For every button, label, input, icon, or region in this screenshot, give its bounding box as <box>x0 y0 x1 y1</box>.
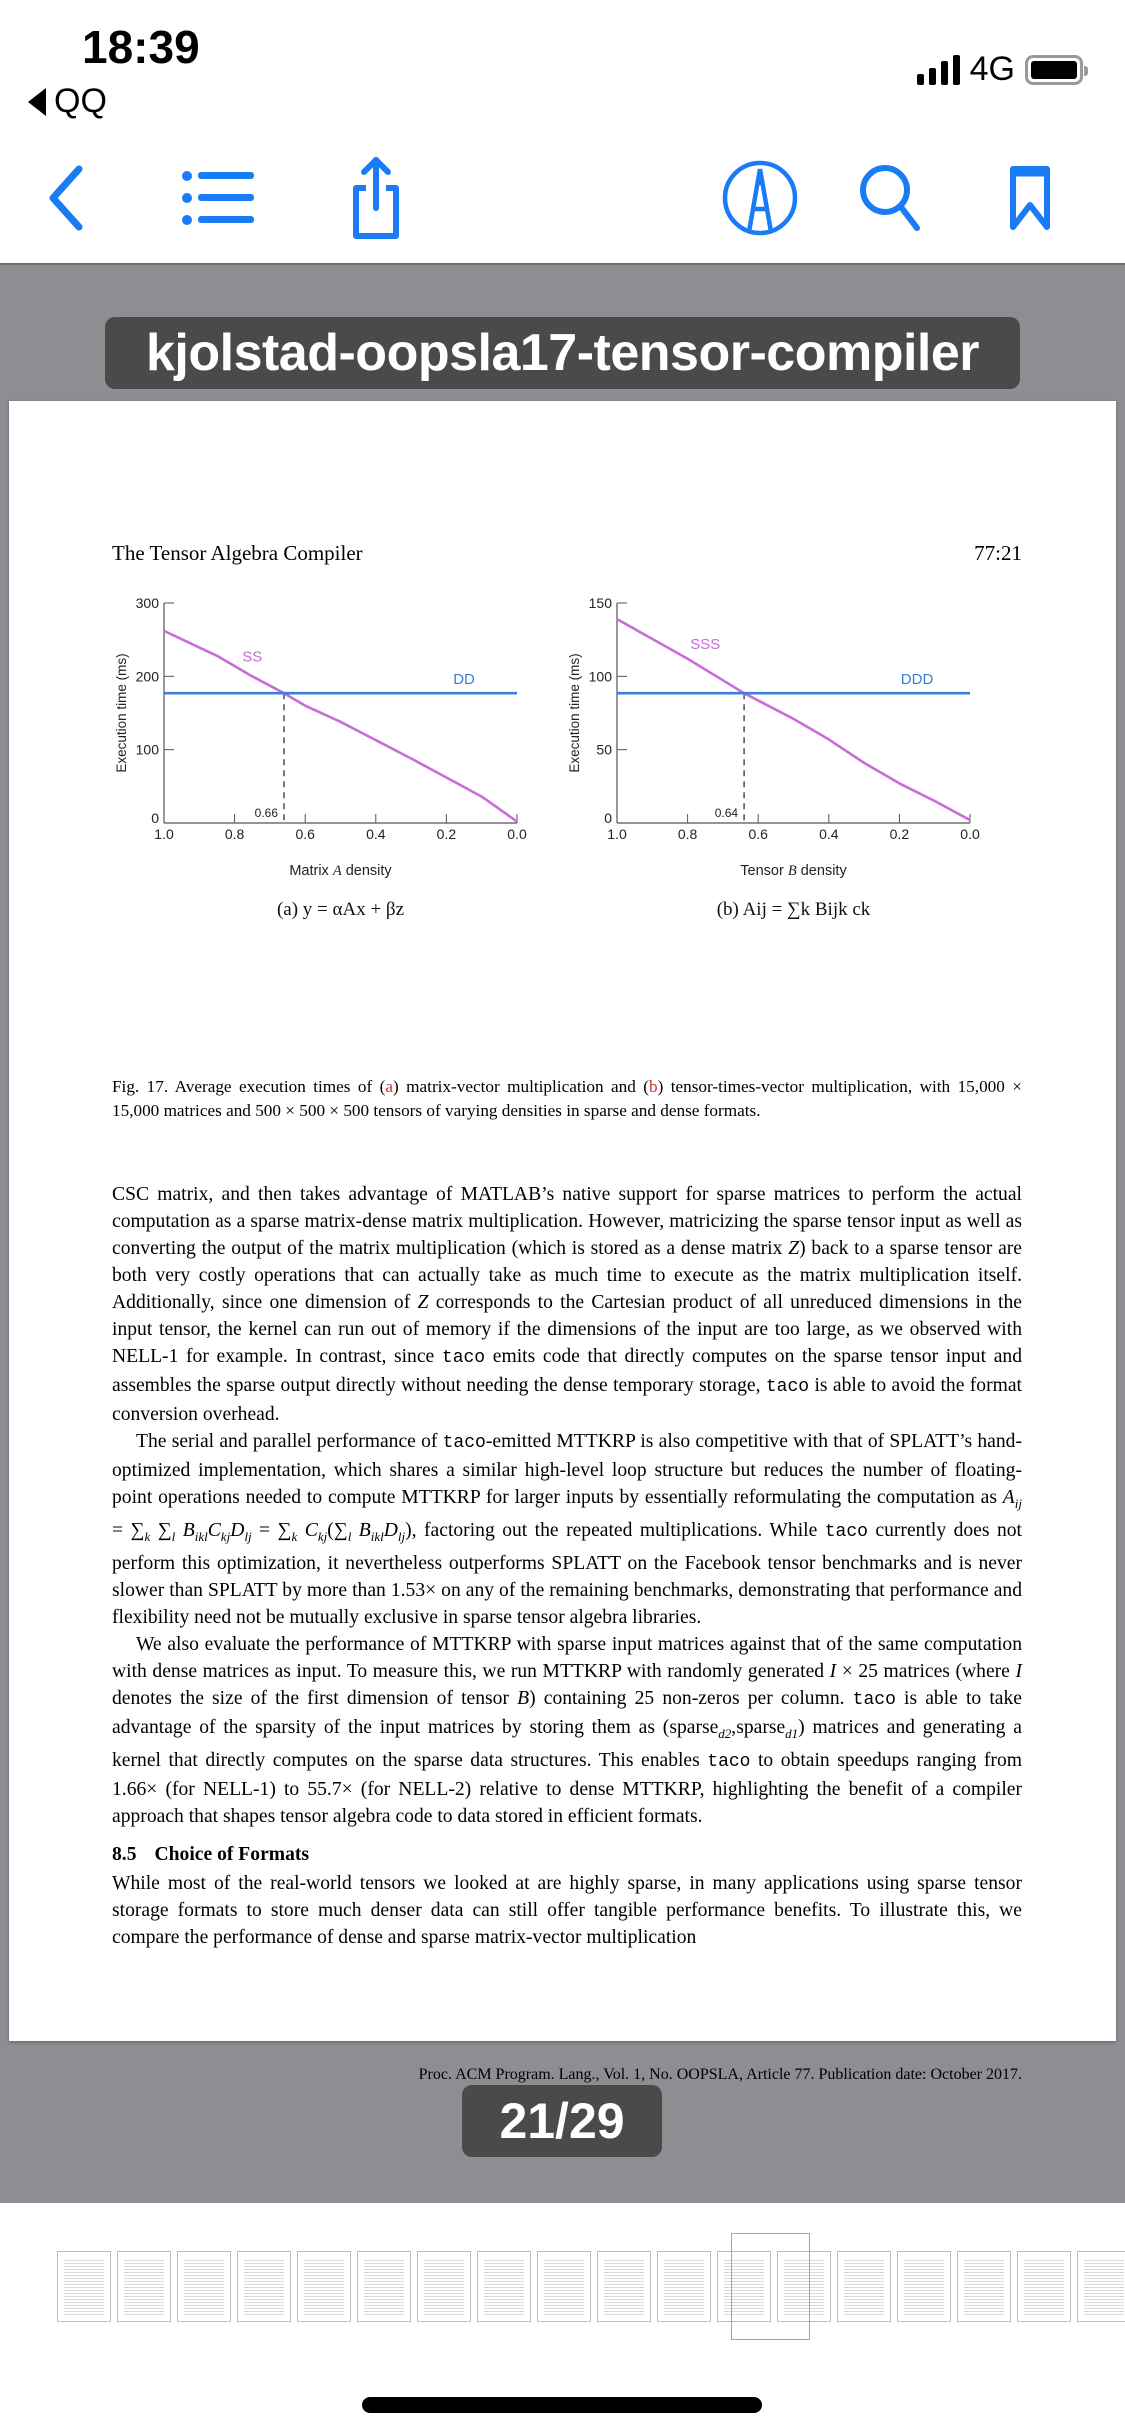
x-tick-label: 0.8 <box>224 826 245 842</box>
figure-caption <box>112 1075 1022 1123</box>
list-icon <box>180 168 256 228</box>
document-viewer[interactable] <box>0 263 1125 2203</box>
thumbnail-text-lines <box>604 2260 644 2315</box>
share-icon <box>348 156 404 240</box>
caption-ref-b[interactable]: b <box>648 1077 658 1096</box>
caption-ref-a[interactable]: a <box>385 1077 394 1096</box>
caption-text: Fig. 17. Average execution times of ( <box>112 1077 386 1096</box>
page-footer: Proc. ACM Program. Lang., Vol. 1, No. OOPSLA, Article 77. Publication date: October 2017. <box>418 2066 1022 2083</box>
page-counter: 21/29 <box>462 2085 662 2157</box>
x-tick-label: 0.2 <box>436 826 457 842</box>
page-thumbnail[interactable] <box>237 2251 291 2322</box>
y-tick-label: 150 <box>588 595 612 611</box>
x-tick-label: 1.0 <box>154 826 174 842</box>
search-button[interactable] <box>850 158 930 238</box>
paragraph: CSC matrix, and then takes advantage of MATLAB’s native support for sparse matrices to perform the actual computation as a sparse matrix-dense matrix multiplication. However, matricizing the sparse tensor input as well as converting the output of the matrix multiplication (which is stored as a dense matrix Z) back to a sparse tensor are both very costly operations that can actually take as much time to execute as the matrix multiplication itself. Additionally, since one dimension of Z corresponds to the Cartesian product of all unreduced dimensions in the input tensor, the kernel can run out of memory if the dimensions of the input are too large, as we observed with NELL-1 for example. In contrast, since taco emits code that directly computes on the sparse tensor input and assembles the sparse output directly without needing the dense temporary storage, taco is able to avoid the format conversion overhead. <box>112 1184 1023 1425</box>
x-axis-label: Matrix A density <box>289 863 392 879</box>
chart-b <box>567 591 1022 931</box>
caption-text: ) tensor-times-vector multiplication, with 15,000 × 15,000 matrices and 500 × 500 × 500 tensors of varying densities in sparse and dense formats. <box>112 1077 1022 1120</box>
home-indicator[interactable] <box>362 2397 762 2413</box>
page-thumbnail[interactable] <box>297 2251 351 2322</box>
paragraph: The serial and parallel performance of taco-emitted MTTKRP is also competitive with that of SPLATT’s hand-optimized implementation, which shares a similar high-level loop structure but reduces the number of floating-point operations needed to compute MTTKRP for larger inputs by essentially reformulating the computation as $A_{ij} = \sum_k$ $\sum_l$ $B_{ikl}C_{kj}D_{lj} = \sum_k$ $C_{kj}(\sum_l$ $B_{ikl}D_{lj}$), factoring out the repeated multiplications. While taco currently does not perform this optimization, it nevertheless outperforms SPLATT on the Facebook tensor benchmarks and is never slower than SPLATT by more than 1.53× on any of the remaining benchmarks, demonstrating that performance and flexibility need not be mutually exclusive in sparse tensor algebra libraries. <box>112 1431 1022 1628</box>
y-tick-label: 100 <box>135 741 159 758</box>
thumbnail-text-lines <box>664 2260 704 2315</box>
page-thumbnail[interactable] <box>1017 2251 1071 2322</box>
thumbnail-text-lines <box>484 2260 524 2315</box>
subfigure-caption: (a) y = αAx + βz <box>276 899 405 920</box>
page-thumbnail[interactable] <box>357 2251 411 2322</box>
bookmark-icon <box>1007 165 1053 231</box>
x-tick-label: 0.4 <box>366 826 386 842</box>
crossover-label: 0.66 <box>254 806 279 820</box>
current-page-indicator[interactable] <box>731 2233 810 2340</box>
x-tick-label: 0.2 <box>889 826 910 842</box>
back-chevron-icon <box>41 163 91 233</box>
running-head-title: The Tensor Algebra Compiler <box>112 541 363 565</box>
chart-a <box>112 591 567 931</box>
y-tick-label: 50 <box>596 741 612 758</box>
document-title-banner: kjolstad-oopsla17-tensor-compiler <box>105 317 1020 389</box>
x-tick-label: 0.6 <box>748 826 768 842</box>
series-label-dense: DDD <box>900 671 934 689</box>
section-number: 8.5 <box>112 1843 137 1865</box>
chart-a-svg <box>112 591 567 931</box>
share-button[interactable] <box>336 158 416 238</box>
thumbnail-text-lines <box>904 2260 944 2315</box>
cellular-signal-icon <box>917 55 960 85</box>
thumbnail-text-lines <box>964 2260 1004 2315</box>
thumbnail-text-lines <box>244 2260 284 2315</box>
x-tick-label: 0.4 <box>819 826 839 842</box>
page-thumbnail[interactable] <box>597 2251 651 2322</box>
page-thumbnail[interactable] <box>837 2251 891 2322</box>
status-time: 18:39 <box>82 21 200 73</box>
pdf-page[interactable] <box>9 401 1116 2083</box>
y-tick-label: 300 <box>135 595 159 611</box>
x-tick-label: 1.0 <box>607 826 627 842</box>
markup-pen-icon <box>721 159 799 237</box>
page-number: 77:21 <box>974 541 1022 565</box>
page-thumbnail[interactable] <box>957 2251 1011 2322</box>
page-thumbnail[interactable] <box>897 2251 951 2322</box>
markup-button[interactable] <box>720 158 800 238</box>
y-tick-label: 0 <box>151 810 159 826</box>
thumbnail-text-lines <box>1084 2260 1124 2315</box>
section-title: Choice of Formats <box>154 1843 310 1865</box>
back-to-app-link[interactable] <box>28 82 107 121</box>
x-tick-label: 0.0 <box>507 826 527 842</box>
back-app-name: QQ <box>54 82 107 120</box>
page-thumbnail[interactable] <box>477 2251 531 2322</box>
page-thumbnail[interactable] <box>57 2251 111 2322</box>
subfigure-caption: (b) Aij = ∑k Bijk ck <box>716 899 871 920</box>
chart-b-svg <box>567 591 1022 931</box>
outline-button[interactable] <box>178 158 258 238</box>
paragraph: We also evaluate the performance of MTTKRP with sparse input matrices against that of the same computation with dense matrices as input. To measure this, we run MTTKRP with randomly generated I × 25 matrices (where I denotes the size of the first dimension of tensor B) containing 25 non-zeros per column. taco is able to take advantage of the sparsity of the input matrices by storing them as (sparse$_{d2}$,sparse$_{d1}$) matrices and generating a kernel that directly computes on the sparse data structures. This enables taco to obtain speedups ranging from 1.66× (for NELL-1) to 55.7× (for NELL-2) relative to dense MTTKRP, highlighting the benefit of a compiler approach that shapes tensor algebra code to data stored in efficient formats. <box>112 1633 1022 1827</box>
thumbnail-text-lines <box>544 2260 584 2315</box>
x-axis-label: Tensor B density <box>740 863 847 879</box>
section-paragraph: While most of the real-world tensors we looked at are highly sparse, in many applications using sparse tensor storage formats to store much denser data can still offer tangible performance benefits. To illustrate this, we compare the performance of dense and sparse matrix-vector multiplication <box>112 1872 1022 1948</box>
series-label-sparse: SS <box>242 648 263 666</box>
y-axis-label: Execution time (ms) <box>114 653 129 773</box>
y-axis-label: Execution time (ms) <box>567 653 582 773</box>
page-thumbnail[interactable] <box>177 2251 231 2322</box>
bookmark-button[interactable] <box>990 158 1070 238</box>
x-tick-label: 0.0 <box>960 826 980 842</box>
y-tick-label: 100 <box>588 668 612 685</box>
back-triangle-icon <box>28 88 46 116</box>
battery-icon <box>1025 55 1083 85</box>
toolbar <box>0 150 1125 260</box>
thumbnail-text-lines <box>124 2260 164 2315</box>
series-label-sparse: SSS <box>690 636 721 654</box>
thumbnail-text-lines <box>1024 2260 1064 2315</box>
page-thumbnail[interactable] <box>537 2251 591 2322</box>
paragraphs <box>112 1181 1022 1830</box>
back-button[interactable] <box>26 158 106 238</box>
series-line-sss <box>617 619 970 820</box>
caption-text: ) matrix-vector multiplication and ( <box>393 1077 649 1096</box>
status-indicators <box>917 50 1083 89</box>
thumbnail-text-lines <box>424 2260 464 2315</box>
network-type: 4G <box>969 50 1015 88</box>
series-label-dense: DD <box>453 671 475 689</box>
page-thumbnail[interactable] <box>657 2251 711 2322</box>
series-line-ss <box>164 631 517 822</box>
thumbnail-text-lines <box>364 2260 404 2315</box>
page-thumbnail[interactable] <box>1077 2251 1125 2322</box>
y-tick-label: 0 <box>604 810 612 826</box>
crossover-label: 0.64 <box>714 806 739 820</box>
x-tick-label: 0.6 <box>295 826 315 842</box>
thumbnail-strip[interactable] <box>0 2205 1125 2436</box>
page-thumbnail[interactable] <box>117 2251 171 2322</box>
thumbnail-text-lines <box>844 2260 884 2315</box>
body-text <box>112 1181 1022 1951</box>
thumbnail-text-lines <box>64 2260 104 2315</box>
thumbnail-text-lines <box>304 2260 344 2315</box>
thumbnail-list <box>57 2251 1125 2322</box>
y-tick-label: 200 <box>135 668 159 685</box>
section-heading <box>112 1841 1022 1868</box>
x-tick-label: 0.8 <box>677 826 698 842</box>
thumbnail-text-lines <box>184 2260 224 2315</box>
search-icon <box>857 162 923 234</box>
page-thumbnail[interactable] <box>417 2251 471 2322</box>
